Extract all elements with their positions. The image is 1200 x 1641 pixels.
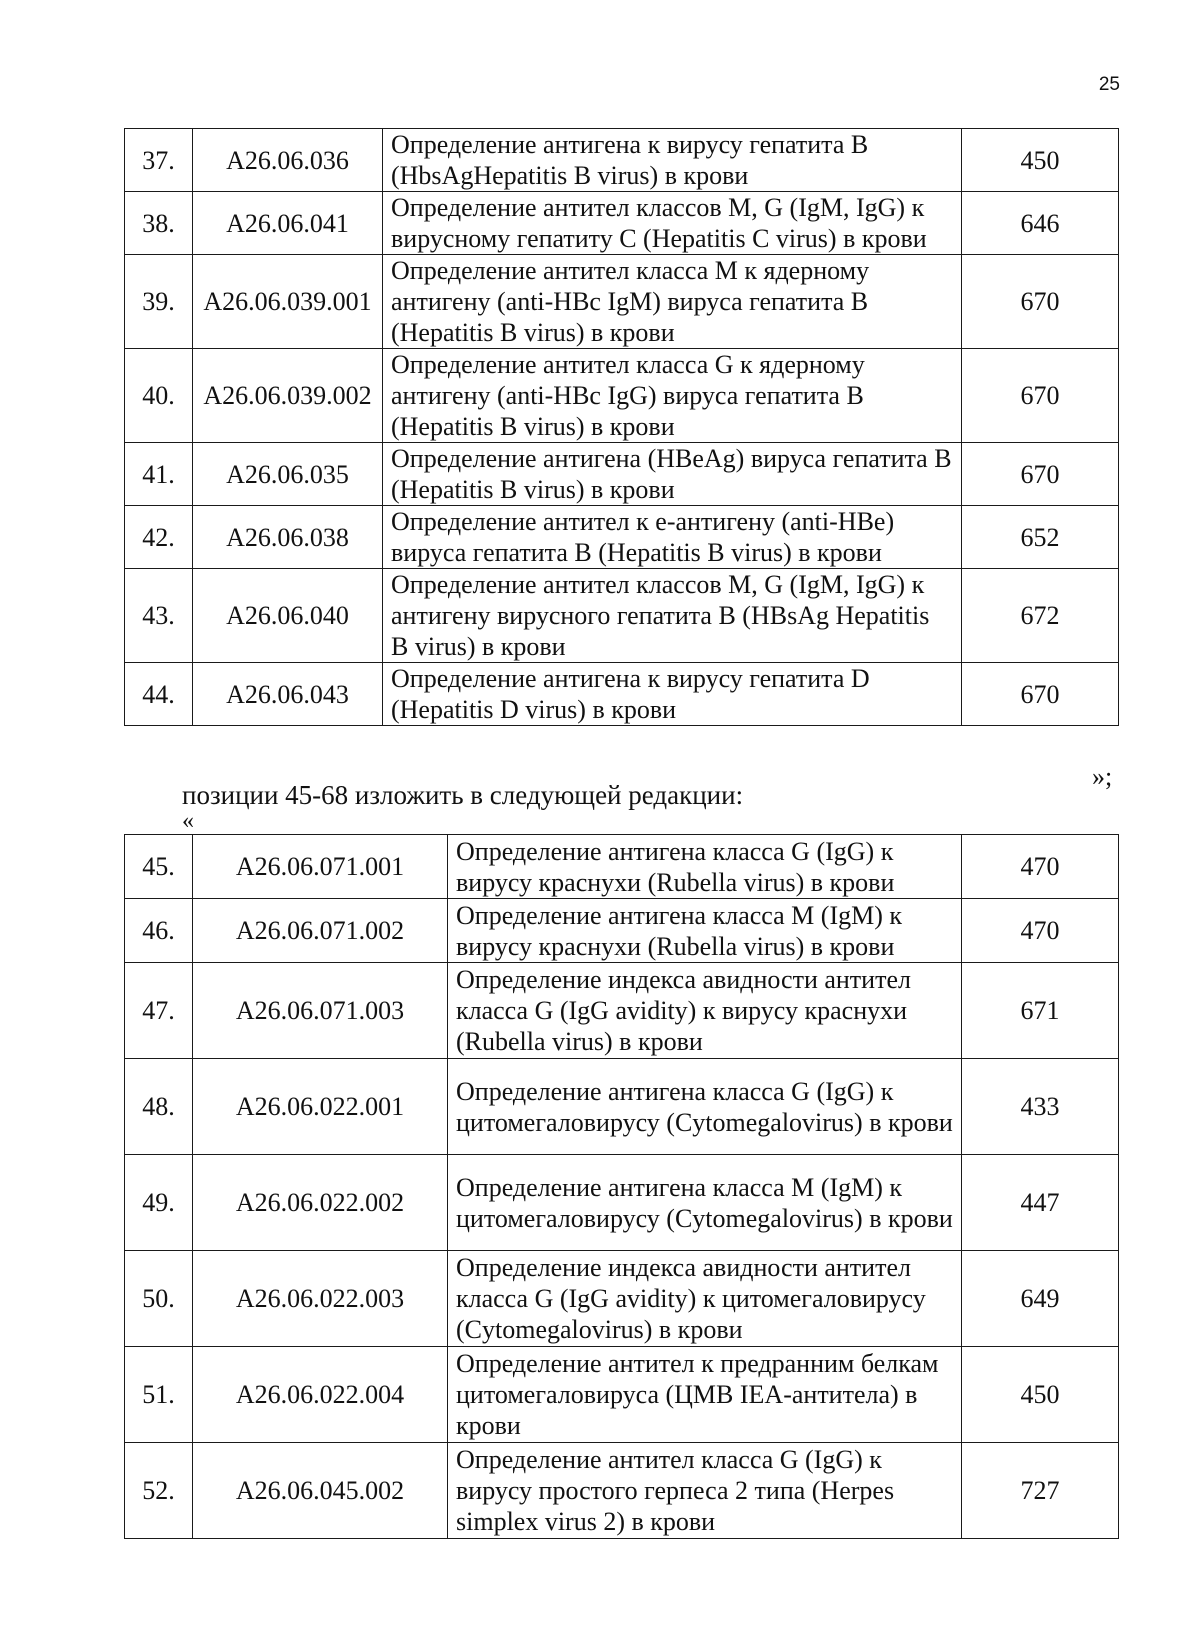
price-table-bottom (124, 834, 1119, 1539)
row-number: 47. (125, 963, 193, 1059)
service-code: A26.06.038 (193, 506, 383, 569)
table-row (125, 1059, 1119, 1155)
table-row (125, 663, 1119, 726)
table-row (125, 569, 1119, 663)
table-row (125, 349, 1119, 443)
table-row (125, 255, 1119, 349)
table-row (125, 835, 1119, 899)
service-description: Определение антигена к вирусу гепатита D (Hepatitis D virus) в крови (383, 663, 962, 726)
row-number: 48. (125, 1059, 193, 1155)
table-row (125, 899, 1119, 963)
table-row (125, 506, 1119, 569)
service-code: A26.06.022.001 (193, 1059, 448, 1155)
service-price: 670 (962, 255, 1119, 349)
page-number: 25 (1098, 74, 1120, 95)
table-row (125, 1443, 1119, 1539)
row-number: 41. (125, 443, 193, 506)
service-price: 671 (962, 963, 1119, 1059)
service-code: A26.06.036 (193, 129, 383, 192)
service-code: A26.06.039.001 (193, 255, 383, 349)
closing-quote: »; (1092, 762, 1113, 791)
service-price: 727 (962, 1443, 1119, 1539)
table-row (125, 963, 1119, 1059)
instruction-text: позиции 45-68 изложить в следующей редакции: (182, 780, 744, 810)
service-description: Определение антигена класса G (IgG) к цитомегаловирусу (Cytomegalovirus) в крови (448, 1059, 962, 1155)
service-price: 470 (962, 835, 1119, 899)
service-description: Определение антигена класса G (IgG) к вирусу краснухи (Rubella virus) в крови (448, 835, 962, 899)
service-price: 450 (962, 129, 1119, 192)
service-description: Определение антител классов M, G (IgM, IgG) к антигену вирусного гепатита В (HBsAg Hepatitis В virus) в крови (383, 569, 962, 663)
service-description: Определение антигена класса М (IgM) к вирусу краснухи (Rubella virus) в крови (448, 899, 962, 963)
service-price: 670 (962, 349, 1119, 443)
service-description: Определение антигена (HBeAg) вируса гепатита В (Hepatitis В virus) в крови (383, 443, 962, 506)
service-description: Определение антител класса G (IgG) к вирусу простого герпеса 2 типа (Herpes simplex virus 2) в крови (448, 1443, 962, 1539)
service-code: A26.06.041 (193, 192, 383, 255)
row-number: 49. (125, 1155, 193, 1251)
row-number: 42. (125, 506, 193, 569)
service-price: 447 (962, 1155, 1119, 1251)
row-number: 39. (125, 255, 193, 349)
service-price: 470 (962, 899, 1119, 963)
table-row (125, 443, 1119, 506)
service-description: Определение антигена к вирусу гепатита В (HbsAgHepatitis В virus) в крови (383, 129, 962, 192)
service-description: Определение индекса авидности антител класса G (IgG avidity) к вирусу краснухи (Rubella virus) в крови (448, 963, 962, 1059)
service-description: Определение антигена класса М (IgM) к цитомегаловирусу (Cytomegalovirus) в крови (448, 1155, 962, 1251)
price-table-top (124, 128, 1119, 726)
service-price: 649 (962, 1251, 1119, 1347)
row-number: 52. (125, 1443, 193, 1539)
service-description: Определение антител классов M, G (IgM, IgG) к вирусному гепатиту С (Hepatitis С virus) в крови (383, 192, 962, 255)
service-code: A26.06.040 (193, 569, 383, 663)
service-description: Определение антител класса М к ядерному антигену (anti-HBc IgM) вируса гепатита В (Hepatitis В virus) в крови (383, 255, 962, 349)
service-description: Определение антител к предранним белкам цитомегаловируса (ЦМВ IEA-антитела) в крови (448, 1347, 962, 1443)
service-code: A26.06.022.003 (193, 1251, 448, 1347)
table-row (125, 1347, 1119, 1443)
service-code: A26.06.071.001 (193, 835, 448, 899)
row-number: 38. (125, 192, 193, 255)
service-code: A26.06.071.002 (193, 899, 448, 963)
table-row (125, 1155, 1119, 1251)
service-code: A26.06.035 (193, 443, 383, 506)
row-number: 46. (125, 899, 193, 963)
service-code: A26.06.071.003 (193, 963, 448, 1059)
row-number: 44. (125, 663, 193, 726)
service-code: A26.06.045.002 (193, 1443, 448, 1539)
table-row (125, 192, 1119, 255)
row-number: 50. (125, 1251, 193, 1347)
service-price: 672 (962, 569, 1119, 663)
service-code: A26.06.039.002 (193, 349, 383, 443)
service-description: Определение антител класса G к ядерному антигену (anti-HBc IgG) вируса гепатита В (Hepatitis В virus) в крови (383, 349, 962, 443)
row-number: 40. (125, 349, 193, 443)
service-price: 652 (962, 506, 1119, 569)
service-price: 433 (962, 1059, 1119, 1155)
service-code: A26.06.022.002 (193, 1155, 448, 1251)
opening-quote: « (182, 808, 194, 834)
row-number: 51. (125, 1347, 193, 1443)
table-row (125, 1251, 1119, 1347)
service-price: 670 (962, 663, 1119, 726)
service-description: Определение индекса авидности антител класса G (IgG avidity) к цитомегаловирусу (Cytomegalovirus) в крови (448, 1251, 962, 1347)
row-number: 45. (125, 835, 193, 899)
service-description: Определение антител к е-антигену (anti-HBe) вируса гепатита В (Hepatitis В virus) в крови (383, 506, 962, 569)
service-code: A26.06.022.004 (193, 1347, 448, 1443)
row-number: 37. (125, 129, 193, 192)
service-price: 670 (962, 443, 1119, 506)
table-row (125, 129, 1119, 192)
service-price: 646 (962, 192, 1119, 255)
service-price: 450 (962, 1347, 1119, 1443)
row-number: 43. (125, 569, 193, 663)
service-code: A26.06.043 (193, 663, 383, 726)
